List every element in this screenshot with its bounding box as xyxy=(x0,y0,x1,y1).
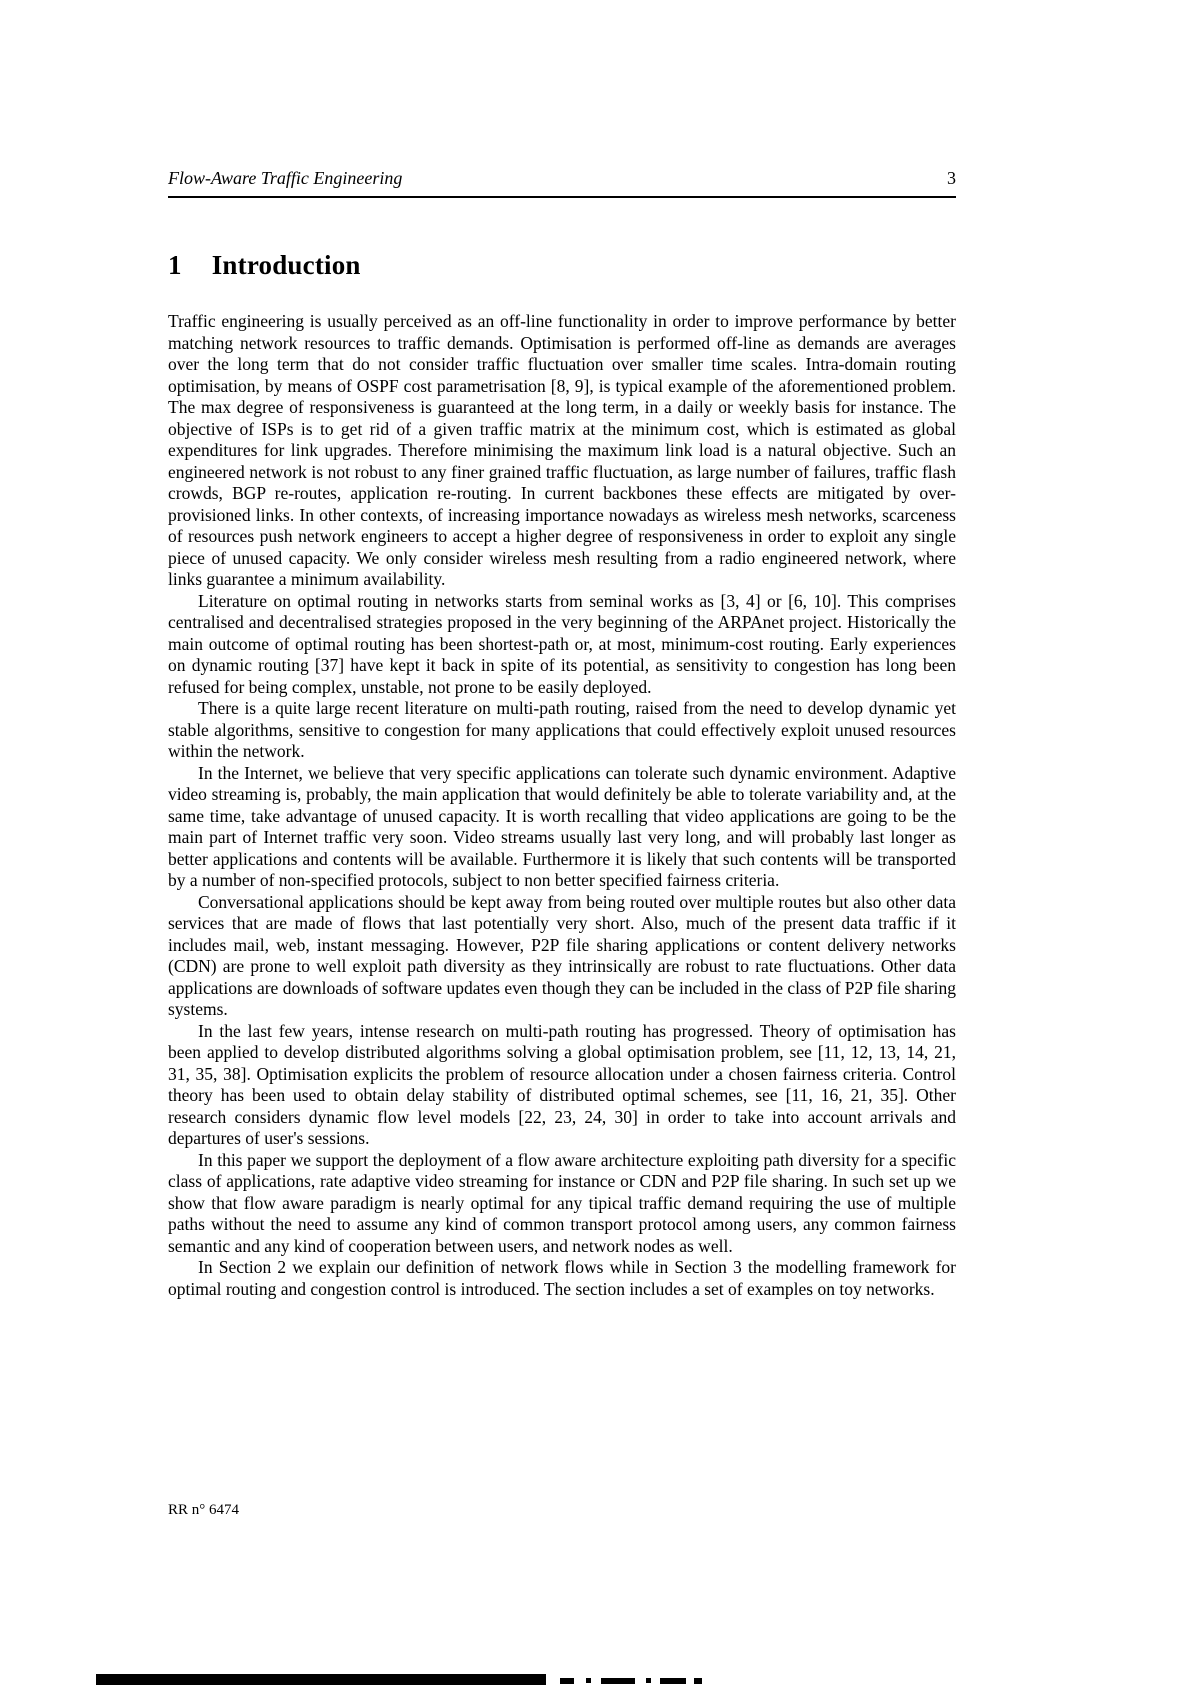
bottom-scan-artifact-dash xyxy=(646,1678,651,1683)
bottom-scan-artifact-dash xyxy=(660,1678,686,1684)
bottom-scan-artifact-bar xyxy=(96,1674,546,1685)
body-text xyxy=(168,311,956,1300)
section-title: Introduction xyxy=(211,250,361,280)
report-number: RR n° 6474 xyxy=(168,1502,240,1518)
running-title: Flow-Aware Traffic Engineering xyxy=(168,168,403,188)
paragraph: Conversational applications should be kept away from being routed over multiple routes but also other data services that are made of flows that last potentially very short. Also, much of the present data traffic if it includes mail, web, instant messaging. However, P2P file sharing applications or content delivery networks (CDN) are prone to well exploit path diversity as they intrinsically are robust to rate fluctuations. Other data applications are downloads of software updates even though they can be included in the class of P2P file sharing systems. xyxy=(168,891,956,1019)
paragraph: In the Internet, we believe that very specific applications can tolerate such dynamic environment. Adaptive video streaming is, probably, the main application that would definitely be able to tolerate variability and, at the same time, take advantage of unused capacity. It is worth recalling that video applications are going to be the main part of Internet traffic very soon. Video streams usually last very long, and will probably last longer as better applications and contents will be available. Furthermore it is likely that such contents will be transported by a number of non-specified protocols, subject to non better specified fairness criteria. xyxy=(168,762,956,890)
bottom-scan-artifact-dash xyxy=(601,1678,635,1684)
paragraph: There is a quite large recent literature on multi-path routing, raised from the need to develop dynamic yet stable algorithms, sensitive to congestion for many applications that could effectively exploit unused resources within the network. xyxy=(168,698,956,761)
paragraph: In this paper we support the deployment of a flow aware architecture exploiting path diversity for a specific class of applications, rate adaptive video streaming for instance or CDN and P2P file sharing. In such set up we show that flow aware paradigm is nearly optimal for any tipical traffic demand requiring the use of multiple paths without the need to assume any kind of common transport protocol among users, any common fairness semantic and any kind of cooperation between users, and network nodes as well. xyxy=(168,1149,956,1256)
paragraph: In the last few years, intense research on multi-path routing has progressed. Theory of optimisation has been applied to develop distributed algorithms solving a global optimisation problem, see [11, 12, 13, 14, 21, 31, 35, 38]. Optimisation explicits the problem of resource allocation under a chosen fairness criteria. Control theory has been used to obtain delay stability of distributed optimal schemes, see [11, 16, 21, 35]. Other research considers dynamic flow level models [22, 23, 24, 30] in order to take into account arrivals and departures of user's sessions. xyxy=(168,1020,956,1148)
section-number: 1 xyxy=(168,250,182,280)
bottom-scan-artifact-dash xyxy=(560,1678,574,1684)
page-content xyxy=(168,168,956,1300)
paragraph: Traffic engineering is usually perceived as an off-line functionality in order to improve performance by better matching network resources to traffic demands. Optimisation is performed off-line as demands are averages over the long term that do not consider traffic fluctuation over smaller time scales. Intra-domain routing optimisation, by means of OSPF cost parametrisation [8, 9], is typical example of the aforementioned problem. The max degree of responsiveness is guaranteed at the long term, in a daily or weekly basis for instance. The objective of ISPs is to get rid of a given traffic matrix at the minimum cost, which is estimated as global expenditures for link upgrades. Therefore minimising the maximum link load is a natural objective. Such an engineered network is not robust to any finer grained traffic fluctuation, as large number of failures, traffic flash crowds, BGP re-routes, application re-routing. In current backbones these effects are mitigated by over-provisioned links. In other contexts, of increasing importance nowadays as wireless mesh networks, scarceness of resources push network engineers to accept a higher degree of responsiveness in order to exploit any single piece of unused capacity. We only consider wireless mesh resulting from a radio engineered network, where links guarantee a minimum availability. xyxy=(168,311,956,589)
bottom-scan-artifact-dash xyxy=(586,1678,591,1683)
bottom-scan-artifact-dash xyxy=(694,1678,702,1684)
section-heading xyxy=(168,250,956,281)
running-header xyxy=(168,168,956,198)
paragraph: Literature on optimal routing in networks starts from seminal works as [3, 4] or [6, 10]. This comprises centralised and decentralised strategies proposed in the very beginning of the ARPAnet project. Historically the main outcome of optimal routing has been shortest-path or, at most, minimum-cost routing. Early experiences on dynamic routing [37] have kept it back in spite of its potential, as sensitivity to congestion has long been refused for being complex, unstable, not prone to be easily deployed. xyxy=(168,590,956,697)
paragraph: In Section 2 we explain our definition of network flows while in Section 3 the modelling framework for optimal routing and congestion control is introduced. The section includes a set of examples on toy networks. xyxy=(168,1257,956,1299)
page-number: 3 xyxy=(947,168,956,188)
